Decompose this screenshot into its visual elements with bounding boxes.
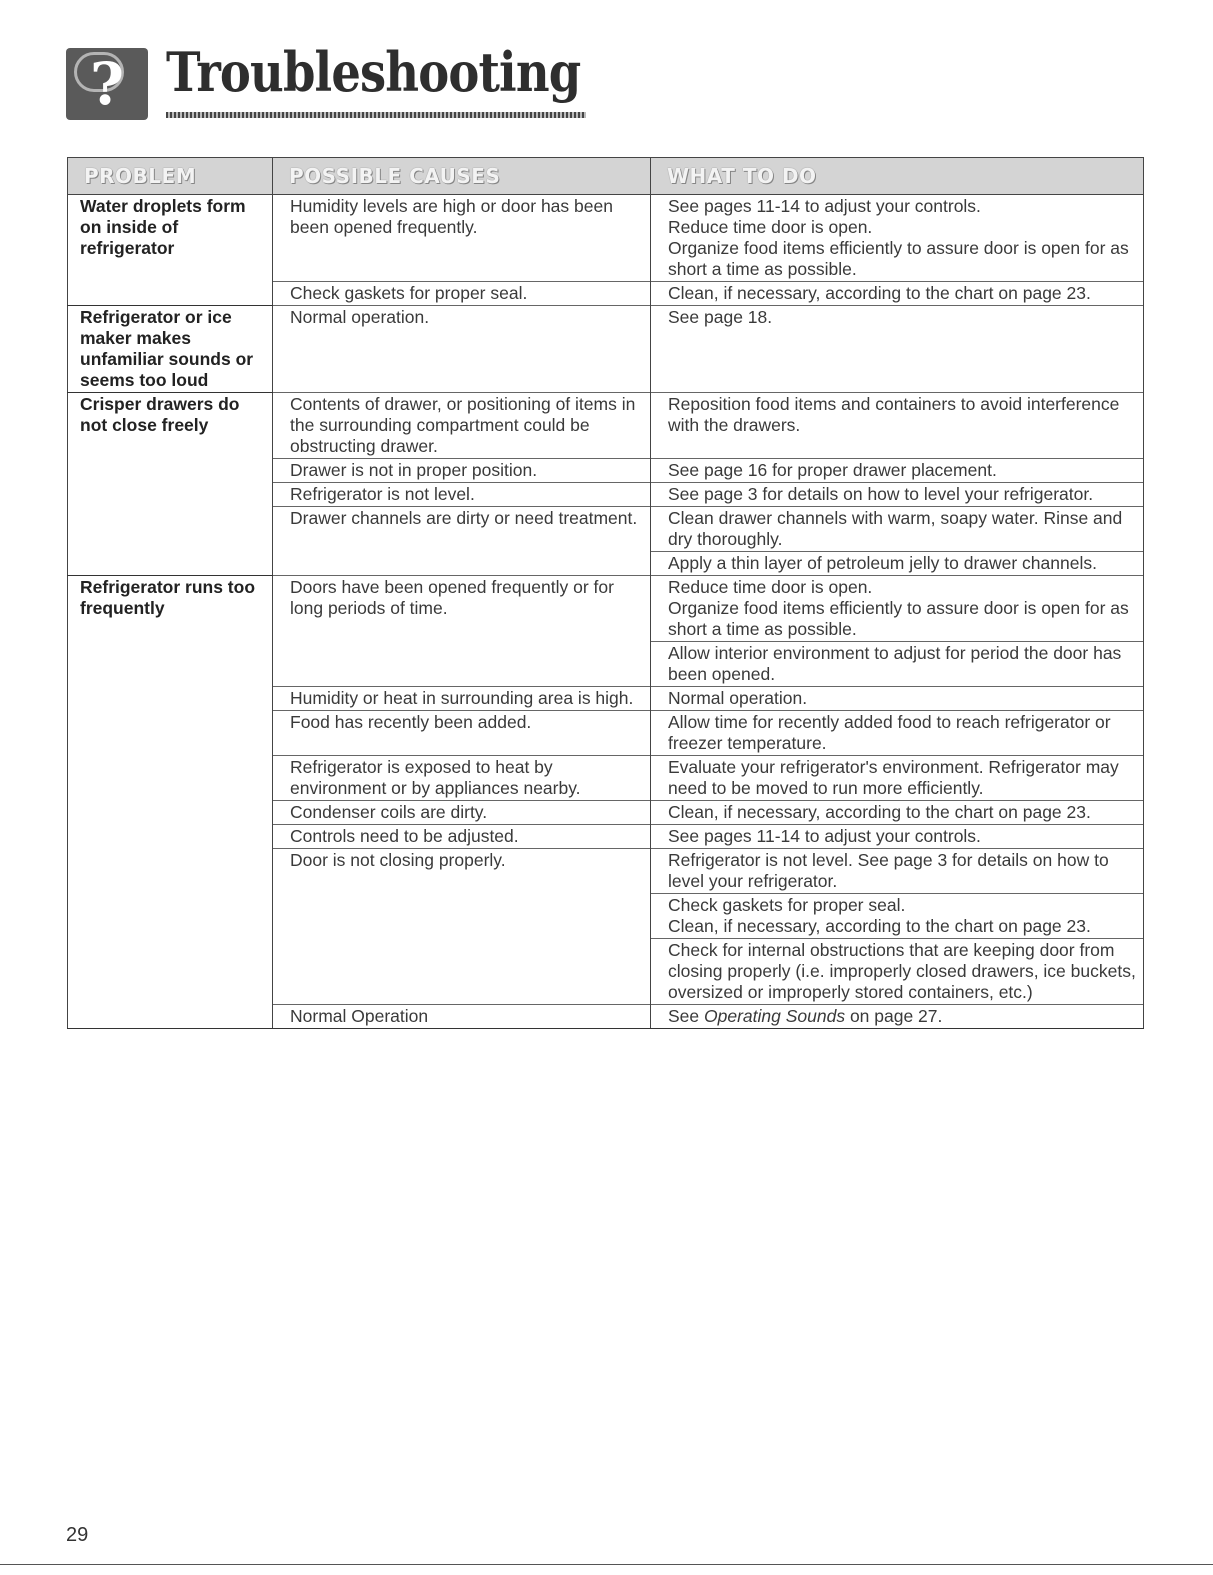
cause-cell: Refrigerator is exposed to heat by environment or by appliances nearby. bbox=[273, 756, 651, 801]
todo-cell: See page 18. bbox=[651, 306, 1144, 393]
todo-cell: Apply a thin layer of petroleum jelly to drawer channels. bbox=[651, 552, 1144, 576]
todo-cell: Clean drawer channels with warm, soapy water. Rinse and dry thoroughly. bbox=[651, 507, 1144, 552]
todo-cell: Check for internal obstructions that are keeping door from closing properly (i.e. improperly closed drawers, ice buckets, oversized or improperly stored containers, etc.) bbox=[651, 939, 1144, 1005]
todo-cell: See pages 11-14 to adjust your controls. Reduce time door is open. Organize food items efficiently to assure door is open for as short a time as possible. bbox=[651, 195, 1144, 282]
cause-cell: Door is not closing properly. bbox=[273, 849, 651, 1005]
todo-cell: See page 16 for proper drawer placement. bbox=[651, 459, 1144, 483]
cause-cell: Refrigerator is not level. bbox=[273, 483, 651, 507]
table-row bbox=[68, 393, 1144, 459]
todo-cell: Clean, if necessary, according to the chart on page 23. bbox=[651, 282, 1144, 306]
header-what-to-do: WHAT TO DO bbox=[651, 158, 1144, 195]
todo-cell: See Operating Sounds on page 27. bbox=[651, 1005, 1144, 1029]
problem-cell: Refrigerator runs too frequently bbox=[68, 576, 273, 1029]
problem-cell: Refrigerator or ice maker makes unfamiliar sounds or seems too loud bbox=[68, 306, 273, 393]
header-problem: PROBLEM bbox=[68, 158, 273, 195]
cause-cell: Normal operation. bbox=[273, 306, 651, 393]
todo-cell: Clean, if necessary, according to the chart on page 23. bbox=[651, 801, 1144, 825]
todo-cell: Reduce time door is open. Organize food items efficiently to assure door is open for as short a time as possible. bbox=[651, 576, 1144, 642]
cause-cell: Drawer channels are dirty or need treatment. bbox=[273, 507, 651, 576]
operating-sounds-reference: Operating Sounds bbox=[704, 1006, 846, 1026]
todo-cell: Allow interior environment to adjust for period the door has been opened. bbox=[651, 642, 1144, 687]
page-header bbox=[66, 40, 581, 120]
cause-cell: Contents of drawer, or positioning of items in the surrounding compartment could be obstructing drawer. bbox=[273, 393, 651, 459]
cause-cell: Normal Operation bbox=[273, 1005, 651, 1029]
page-number: 29 bbox=[66, 1524, 89, 1546]
troubleshooting-table bbox=[67, 157, 1144, 1029]
table-row bbox=[68, 306, 1144, 393]
todo-cell: Allow time for recently added food to reach refrigerator or freezer temperature. bbox=[651, 711, 1144, 756]
cause-cell: Drawer is not in proper position. bbox=[273, 459, 651, 483]
title-underline bbox=[166, 112, 586, 118]
cause-cell: Controls need to be adjusted. bbox=[273, 825, 651, 849]
cause-cell: Humidity or heat in surrounding area is high. bbox=[273, 687, 651, 711]
cause-cell: Humidity levels are high or door has been been opened frequently. bbox=[273, 195, 651, 282]
todo-cell: See pages 11-14 to adjust your controls. bbox=[651, 825, 1144, 849]
question-mark-icon: ? bbox=[66, 48, 148, 120]
cause-cell: Doors have been opened frequently or for long periods of time. bbox=[273, 576, 651, 687]
table-row bbox=[68, 576, 1144, 642]
problem-cell: Water droplets form on inside of refrigerator bbox=[68, 195, 273, 306]
cause-cell: Food has recently been added. bbox=[273, 711, 651, 756]
table-header-row bbox=[68, 158, 1144, 195]
todo-cell: Refrigerator is not level. See page 3 for details on how to level your refrigerator. bbox=[651, 849, 1144, 894]
footer-rule bbox=[0, 1564, 1213, 1565]
cause-cell: Condenser coils are dirty. bbox=[273, 801, 651, 825]
page-title: Troubleshooting bbox=[166, 40, 581, 104]
table-row bbox=[68, 195, 1144, 282]
header-possible-causes: POSSIBLE CAUSES bbox=[273, 158, 651, 195]
todo-cell: Reposition food items and containers to avoid interference with the drawers. bbox=[651, 393, 1144, 459]
todo-cell: Normal operation. bbox=[651, 687, 1144, 711]
todo-cell: Check gaskets for proper seal. Clean, if necessary, according to the chart on page 23. bbox=[651, 894, 1144, 939]
cause-cell: Check gaskets for proper seal. bbox=[273, 282, 651, 306]
todo-cell: See page 3 for details on how to level your refrigerator. bbox=[651, 483, 1144, 507]
problem-cell: Crisper drawers do not close freely bbox=[68, 393, 273, 576]
todo-cell: Evaluate your refrigerator's environment. Refrigerator may need to be moved to run more efficiently. bbox=[651, 756, 1144, 801]
